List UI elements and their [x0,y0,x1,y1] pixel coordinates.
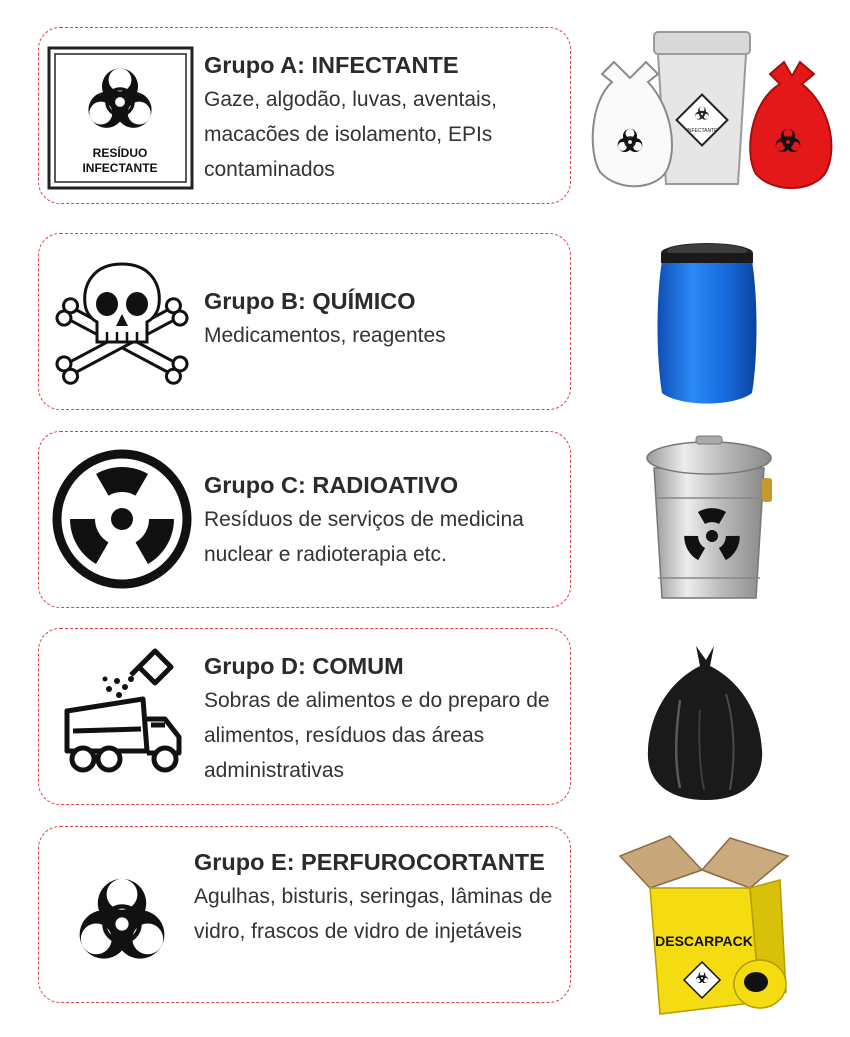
group-c-title: Grupo C: RADIOATIVO [204,472,459,498]
skull-crossbones-icon [47,246,197,396]
sharps-disposal-box-image [610,832,795,1022]
group-b-description: Medicamentos, reagentes [204,324,446,347]
sign-text-line2: INFECTANTE [82,161,158,175]
biohazard-sign-icon [47,40,197,190]
radioactive-metal-bin-image [634,428,784,608]
garbage-truck-icon [47,641,197,791]
radiation-icon [47,444,197,594]
biohazard-icon [47,839,197,989]
group-e-card [38,826,571,1003]
bin-label: INFECTANTE [686,128,718,134]
blue-chemical-drum-image [652,237,762,407]
group-b-title: Grupo B: QUÍMICO [204,288,416,314]
group-c-card [38,431,571,608]
group-a-card [38,27,571,204]
group-a-title: Grupo A: INFECTANTE [204,52,459,78]
group-a-description: Gaze, algodão, luvas, aventais, macacões de isolamento, EPIs contaminados [204,88,498,181]
group-e-title: Grupo E: PERFUROCORTANTE [194,849,545,875]
biohazard-bags-and-bin-image [584,22,834,202]
group-d-description: Sobras de alimentos e do preparo de alimentos, resíduos das áreas administrativas [204,689,550,782]
group-d-card [38,628,571,805]
box-brand: DESCARPACK [655,933,753,949]
group-c-description: Resíduos de serviços de medicina nuclear e radioterapia etc. [204,508,524,566]
group-b-card [38,233,571,410]
group-e-description: Agulhas, bisturis, seringas, lâminas de vidro, frascos de vidro de injetáveis [194,885,553,943]
black-garbage-bag-image [640,640,770,805]
group-d-title: Grupo D: COMUM [204,653,404,679]
sign-text-line1: RESÍDUO [92,146,148,160]
